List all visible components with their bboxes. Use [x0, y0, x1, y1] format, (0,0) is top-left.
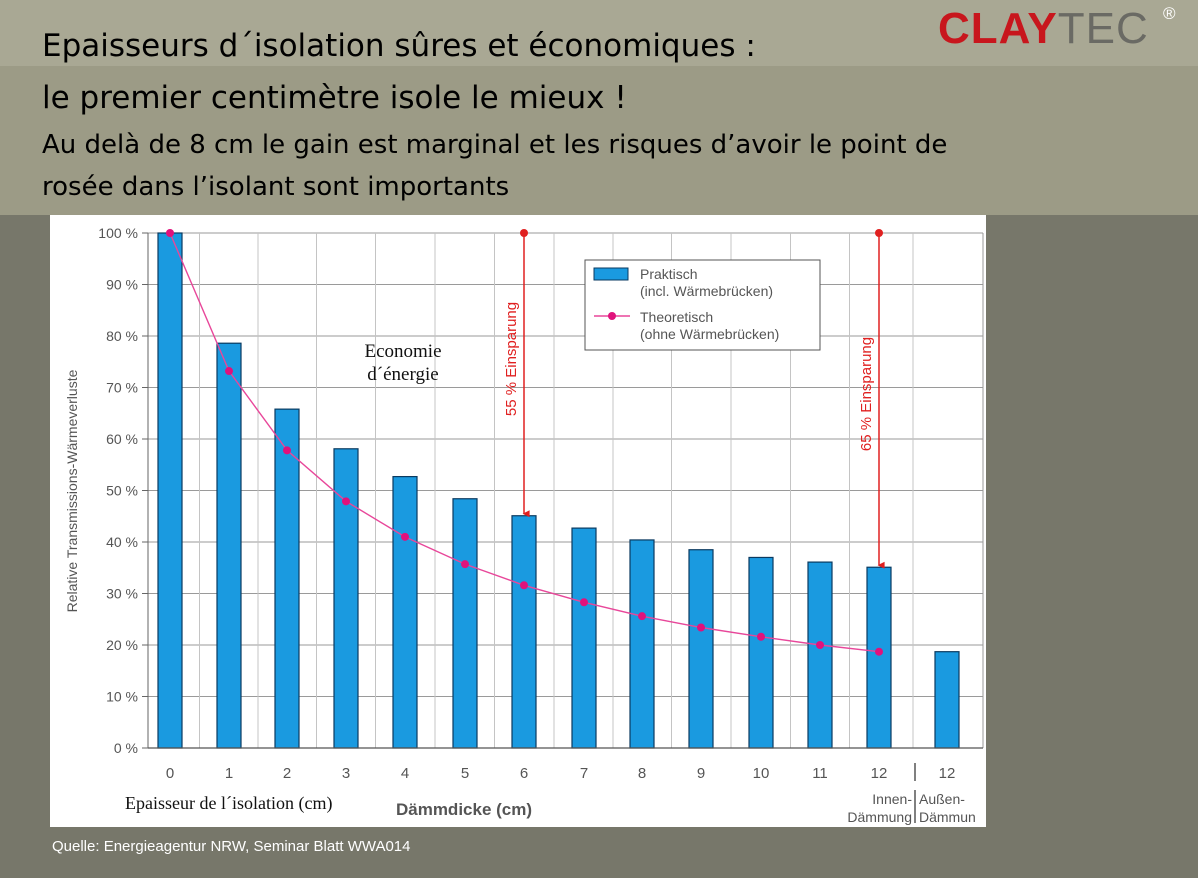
bar [217, 343, 241, 748]
legend-swatch-marker [608, 312, 616, 320]
line-marker [697, 623, 705, 631]
bar [453, 499, 477, 748]
legend-label-theoretisch: (ohne Wärmebrücken) [640, 326, 780, 342]
bar [867, 567, 891, 748]
legend-swatch-bar [594, 268, 628, 280]
y-tick-label: 80 % [106, 328, 138, 344]
x-tick-label: 12 [870, 765, 888, 782]
bar [393, 477, 417, 748]
x-tick-label: 9 [696, 765, 706, 782]
slide-title-line-2: le premier centimètre isole le mieux ! [42, 80, 627, 116]
y-tick-label: 0 % [113, 740, 138, 756]
legend-label-praktisch: Praktisch [640, 266, 698, 282]
logo-clay: CLAY [938, 4, 1058, 53]
y-tick-label: 60 % [106, 431, 138, 447]
line-marker [580, 598, 588, 606]
line-marker [225, 367, 233, 375]
line-marker [342, 497, 350, 505]
y-tick-label: 30 % [106, 585, 138, 602]
source-credit: Quelle: Energieagentur NRW, Seminar Blatt WWA014 [52, 838, 411, 855]
x-tick-label: 10 [752, 765, 770, 782]
bar [630, 540, 654, 748]
line-marker [401, 533, 409, 541]
line-marker [757, 633, 765, 641]
x-tick-label: 0 [165, 765, 175, 782]
y-tick-label: 10 % [106, 688, 138, 705]
x-tick-label: 6 [519, 765, 529, 782]
legend-label-praktisch: (incl. Wärmebrücken) [640, 283, 774, 299]
x-tick-label: 3 [341, 765, 351, 782]
x-axis-title: Dämmdicke (cm) [395, 800, 533, 819]
y-tick-label: 20 % [106, 637, 138, 653]
line-marker [638, 612, 646, 620]
legend-label-theoretisch: Theoretisch [640, 309, 714, 325]
bar [935, 652, 959, 748]
energy-economy-note: Economie [364, 341, 442, 362]
x-tick-label: 1 [224, 765, 234, 782]
line-marker [875, 648, 883, 656]
y-tick-label: 40 % [106, 534, 138, 550]
x-tick-label: 7 [579, 765, 589, 782]
registered-mark: ® [1163, 4, 1176, 23]
x-tick-label: 4 [400, 765, 410, 782]
legend-layer [585, 260, 820, 350]
y-axis-title: Relative Transmissions-Wärmeverluste [64, 369, 80, 613]
bar [749, 557, 773, 748]
x-tick-label: 8 [637, 765, 647, 782]
group-label-outer: Dämmun [919, 809, 976, 825]
logo-tec: TEC [1057, 4, 1149, 53]
energy-economy-note: d´énergie [367, 364, 439, 385]
chart-svg [50, 215, 986, 827]
y-tick-label: 70 % [106, 379, 138, 396]
chart-panel [50, 215, 986, 827]
x-tick-label: 11 [812, 765, 828, 782]
saving-label: 65 % Einsparung [858, 336, 875, 452]
x-tick-label: 12 [938, 765, 956, 782]
y-tick-label: 50 % [106, 482, 138, 499]
saving-label: 55 % Einsparung [503, 301, 520, 417]
line-marker [520, 581, 528, 589]
group-label-inner: Innen- [872, 791, 912, 807]
slide-subtitle-line-2: rosée dans l’isolant sont importants [42, 172, 510, 202]
bar [275, 409, 299, 748]
group-label-outer: Außen- [919, 791, 965, 807]
bar [572, 528, 596, 748]
claytec-logo [938, 4, 1149, 54]
slide-title-line-1: Epaisseurs d´isolation sûres et économiques : [42, 28, 756, 64]
group-label-inner: Dämmung [847, 809, 912, 825]
line-marker [166, 229, 174, 237]
x-tick-label: 5 [460, 765, 470, 782]
line-marker [461, 560, 469, 568]
bar [808, 562, 832, 748]
line-marker [816, 641, 824, 649]
bar [689, 550, 713, 748]
x-tick-label: 2 [282, 765, 292, 782]
x-axis-overlay-title: Epaisseur de l´isolation (cm) [125, 793, 333, 813]
bar [512, 516, 536, 748]
y-tick-label: 90 % [106, 276, 138, 293]
slide-subtitle-line-1: Au delà de 8 cm le gain est marginal et les risques d’avoir le point de [42, 130, 948, 160]
bar [158, 233, 182, 748]
grid-layer [148, 233, 983, 748]
y-tick-label: 100 % [98, 225, 138, 241]
line-marker [283, 446, 291, 454]
